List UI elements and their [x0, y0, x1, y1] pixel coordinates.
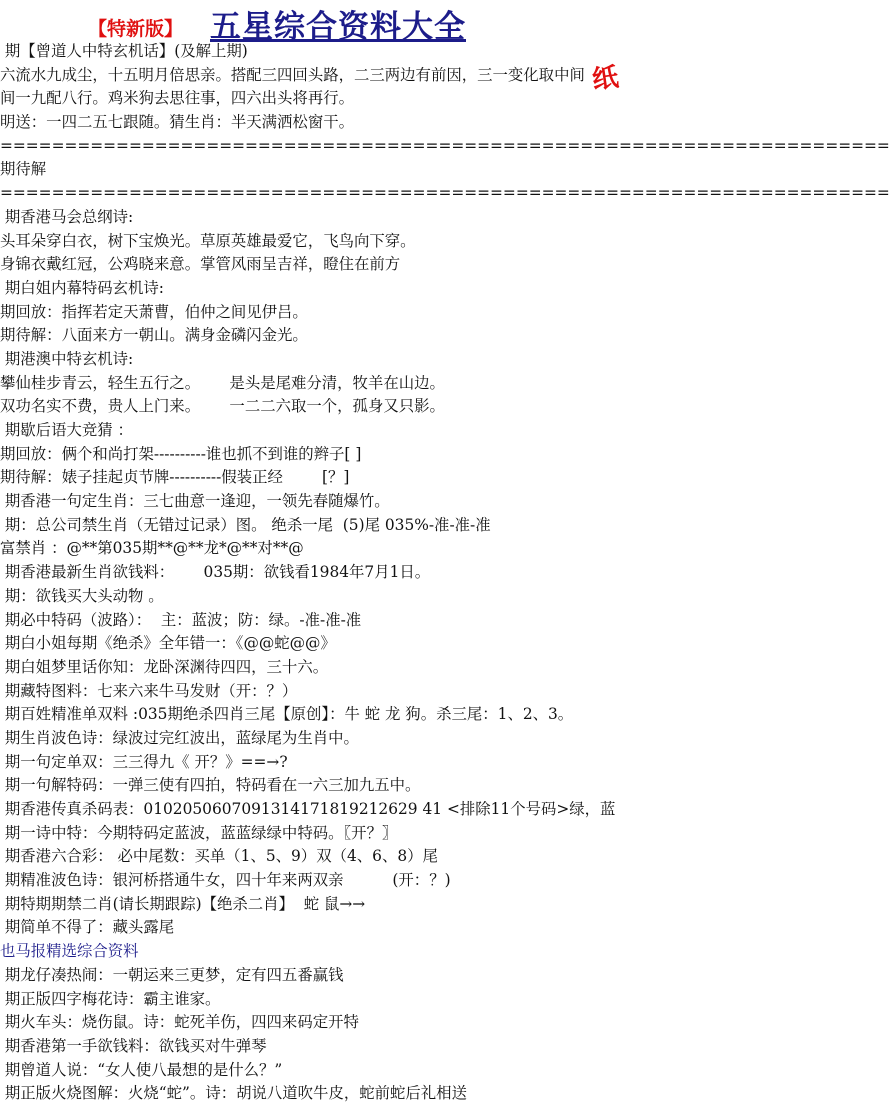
text-line: 期待解	[0, 160, 47, 179]
text-line: =====================================================================	[0, 136, 890, 155]
text-line: 期龙仔凑热闹：一朝运来三更梦，定有四五番赢钱	[0, 965, 344, 984]
text-line: 六流水九成尘，十五明月倍思亲。搭配三四回头路，二三两边有前因，三一变化取中间	[0, 65, 585, 84]
text-line: 期香港最新生肖欲钱料： 035期：欲钱看1984年7月1日。	[0, 563, 431, 582]
page-header	[0, 0, 648, 44]
text-line: 明送：一四二五七跟随。猜生肖：半天满洒松窗干。	[0, 113, 354, 132]
text-line: 期一句解特码：一弹三使有四拍，特码看在一六三加九五中。	[0, 776, 421, 795]
text-line: 期百姓精准单双料 :035期绝杀四肖三尾【原创】：牛 蛇 龙 狗。杀三尾：1、2、3。	[0, 705, 574, 724]
text-line: 期回放：俩个和尚打架----------谁也抓不到谁的辫子[ ]	[0, 444, 362, 463]
text-line: 期：欲钱买大头动物 。	[0, 586, 164, 605]
text-line: 期正版火烧图解：火烧“蛇”。诗：胡说八道吹牛皮，蛇前蛇后礼相送	[0, 1084, 467, 1103]
text-line: 期歇后语大竞猜 ：	[0, 421, 133, 439]
text-line: 期待解：八面来方一朝山。满身金磷闪金光。	[0, 326, 308, 345]
page-title: 五星综合资料大全	[210, 9, 466, 45]
side-logo-glyph: 纸	[590, 62, 621, 96]
text-line: 期回放：指挥若定天萧曹，伯仲之间见伊吕。	[0, 302, 308, 321]
text-line: 期港澳中特玄机诗:	[0, 349, 134, 368]
text-line: 期香港第一手欲钱料：欲钱买对牛弹琴	[0, 1036, 267, 1055]
text-line: 期：总公司禁生肖（无错过记录）图。 绝杀一尾 (5)尾 035%-准-准-准	[0, 515, 491, 534]
text-line: 身锦衣戴红冠，公鸡晓来意。掌管风雨呈吉祥，瞪住在前方	[0, 255, 401, 274]
edition-tag: 【特新版】	[88, 18, 184, 40]
text-line: 期生肖波色诗：绿波过完红波出，蓝绿尾为生肖中。	[0, 728, 359, 747]
text-line: 期特期期禁二肖(请长期跟踪)【绝杀二肖】 蛇 鼠→→	[0, 894, 366, 913]
text-line: 头耳朵穿白衣，树下宝焕光。草原英雄最爱它，飞鸟向下穿。	[0, 231, 416, 250]
text-line: 期香港传真杀码表：0102050607091314171819212629 41 <排除11个号码>绿，蓝	[0, 800, 616, 818]
text-line: 期正版四字梅花诗：霸主谁家。	[0, 989, 221, 1008]
text-line: 期必中特码（波路）： 主：蓝波；防：绿。-准-准-准	[0, 610, 362, 629]
text-line: 双功名实不费，贵人上门来。 一二二六取一个，孤身又只影。	[0, 397, 445, 416]
text-line: 期一句定单双：三三得九《 开？》==→?	[0, 752, 288, 771]
text-line: 期香港马会总纲诗:	[0, 207, 134, 226]
text-line: 期香港六合彩： 必中尾数：买单（1、5、9）双（4、6、8）尾	[0, 847, 438, 866]
text-line: 攀仙桂步青云，轻生五行之。 是头是尾难分清，牧羊在山边。	[0, 373, 445, 392]
text-line: =====================================================================	[0, 184, 890, 203]
text-line: 期曾道人说：“女人使八最想的是什么？”	[0, 1060, 283, 1079]
text-line: 期【曾道人中特玄机话】(及解上期)	[0, 42, 248, 60]
text-line: 期火车头：烧伤鼠。诗：蛇死羊伤，四四来码定开特	[0, 1013, 359, 1032]
text-line: 期白小姐每期《绝杀》全年错一：《@@蛇@@》	[0, 634, 336, 653]
text-line: 期简单不得了：藏头露尾	[0, 918, 175, 937]
text-line: 富禁肖 ：@**第035期**@**龙*@**对**@	[0, 539, 304, 558]
text-line: 期一诗中特：今期特码定蓝波，蓝蓝绿绿中特码。〖开？〗	[0, 823, 398, 842]
section-heading: 也马报精选综合资料	[0, 942, 139, 961]
text-line: 期白姐内幕特码玄机诗:	[0, 278, 164, 297]
text-line: 期藏特图料：七来六来牛马发财（开：？）	[0, 681, 298, 700]
text-line: 期白姐梦里话你知：龙卧深渊待四四，三十六。	[0, 657, 329, 676]
text-line: 间一九配八行。鸡米狗去思往事，四六出头将再行。	[0, 89, 354, 108]
text-line: 期香港一句定生肖：三七曲意一逢迎，一领先春随爆竹。	[0, 492, 390, 511]
text-line: 期精准波色诗：银河桥搭通牛女，四十年来两双亲 (开：？)	[0, 871, 451, 890]
document-body	[0, 40, 890, 1106]
text-line: 期待解：婊子挂起贞节牌----------假装正经 [？]	[0, 468, 350, 487]
